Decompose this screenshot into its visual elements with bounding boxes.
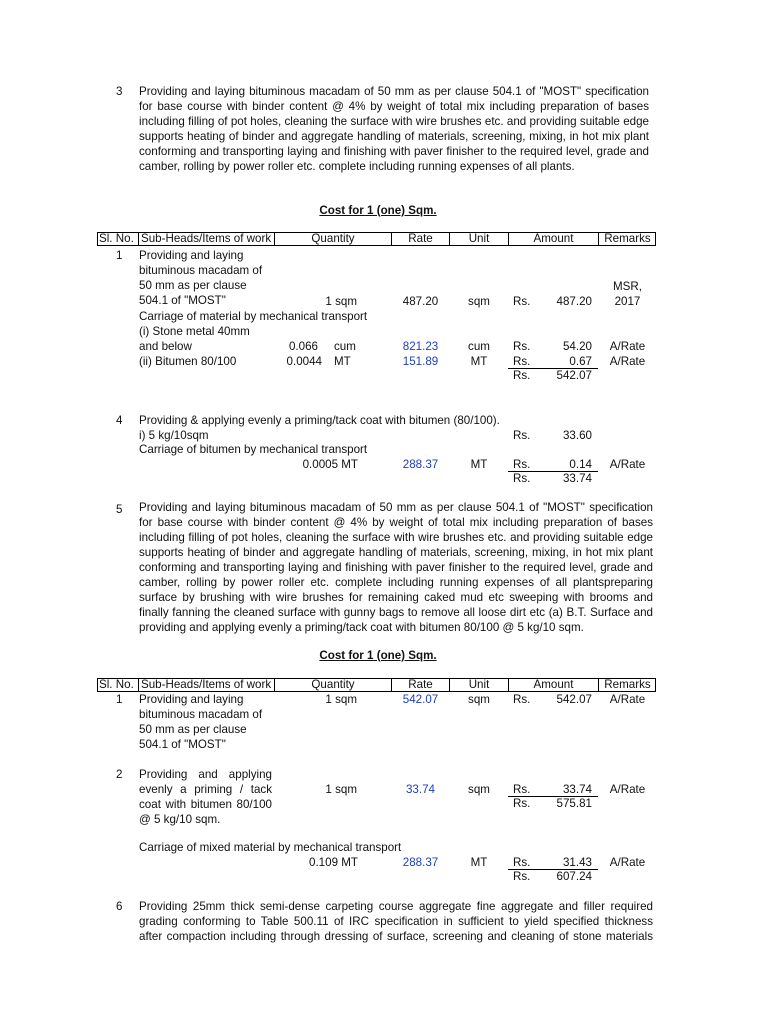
row-rs: Rs. bbox=[513, 295, 531, 308]
text-line: 50 mm as per clause bbox=[139, 279, 247, 292]
text-line: Providing 25mm thick semi-dense carpeting course aggregate fine aggregate and filler required bbox=[139, 900, 653, 913]
text-line: camber, rolling by power roller etc. complete including running expenses of all plantspreparing bbox=[139, 576, 653, 589]
text-line: for base course with binder content @ 4% by weight of total mix including preparation of bases bbox=[139, 100, 649, 113]
header-amount: Amount bbox=[533, 232, 574, 245]
item-4-sub: i) 5 kg/10sqm bbox=[139, 429, 209, 442]
item-4-remarks: A/Rate bbox=[609, 458, 646, 471]
row-rate: 487.20 bbox=[402, 295, 439, 308]
row-amount: 542.07 bbox=[556, 693, 592, 706]
text-line: conforming and transporting laying and finishing with paver finisher to the required level, grade and bbox=[139, 561, 653, 574]
item-4-total-amount: 33.74 bbox=[562, 472, 592, 485]
total-rs: Rs. bbox=[513, 369, 531, 382]
row-quantity: 1 sqm bbox=[325, 295, 357, 308]
item-4-total-rs: Rs. bbox=[513, 472, 531, 485]
stone-amount: 54.20 bbox=[562, 340, 592, 353]
stone-quantity-unit: cum bbox=[334, 340, 356, 353]
subtotal-amount: 575.81 bbox=[556, 797, 592, 810]
stone-unit: cum bbox=[468, 340, 490, 353]
header-remarks: Remarks bbox=[604, 678, 651, 691]
stone-quantity: 0.066 bbox=[288, 340, 318, 353]
row-number: 1 bbox=[116, 693, 123, 706]
row-description bbox=[139, 248, 262, 308]
item-number: 4 bbox=[116, 414, 123, 427]
text-line: bituminous macadam of bbox=[139, 708, 263, 721]
header-sub-heads: Sub-Heads/Items of work bbox=[141, 678, 272, 691]
text-line: evenly a priming / tack bbox=[139, 783, 272, 796]
item-6-description bbox=[139, 899, 653, 944]
row-remarks: A/Rate bbox=[609, 783, 646, 796]
column-divider bbox=[138, 678, 139, 692]
bitumen-quantity: 0.0044 bbox=[286, 355, 322, 368]
row-rate: 33.74 bbox=[405, 783, 435, 796]
stone-rate: 821.23 bbox=[402, 340, 439, 353]
bitumen-description: (ii) Bitumen 80/100 bbox=[139, 355, 237, 368]
row-description bbox=[139, 692, 262, 752]
text-line: supports heating of binder and aggregate handling of materials, screening, mixing, in hot mix plant bbox=[139, 130, 649, 143]
header-rate: Rate bbox=[408, 678, 433, 691]
text-line: including filling of pot holes, cleaning the surface with wire brushes etc. and providing suitable edge bbox=[139, 115, 649, 128]
text-line: Providing and laying bituminous macadam of 50 mm as per clause 504.1 of "MOST" specification bbox=[139, 501, 653, 514]
total-rs: Rs. bbox=[513, 870, 531, 883]
text-line: and below bbox=[139, 340, 192, 353]
carriage-quantity: 0.109 MT bbox=[309, 856, 358, 869]
item-number: 5 bbox=[116, 503, 123, 516]
item-number: 6 bbox=[116, 900, 123, 913]
stone-rs: Rs. bbox=[513, 340, 531, 353]
carriage-rs: Rs. bbox=[513, 856, 531, 869]
text-line: camber, rolling by power roller etc. complete including running expenses of all plants. bbox=[139, 160, 575, 173]
header-sub-heads: Sub-Heads/Items of work bbox=[141, 232, 272, 245]
text-line: Providing and laying bbox=[139, 249, 244, 262]
row-unit: sqm bbox=[468, 693, 490, 706]
row-remarks: A/Rate bbox=[609, 693, 646, 706]
item-4-sub-rs: Rs. bbox=[513, 429, 531, 442]
text-line: for base course with binder content @ 4% by weight of total mix including preparation of bases bbox=[139, 516, 653, 529]
item-4-sub-amount: 33.60 bbox=[562, 429, 592, 442]
text-line: including filling of pot holes, cleaning the surface with wire brushes etc. and providing suitable edge bbox=[139, 531, 653, 544]
item-number: 3 bbox=[116, 85, 123, 98]
item-4-description: Providing & applying evenly a priming/tack coat with bitumen (80/100). bbox=[139, 414, 500, 427]
total-amount: 607.24 bbox=[556, 870, 592, 883]
carriage-label: Carriage of mixed material by mechanical transport bbox=[139, 841, 402, 854]
text-line: after compaction including through dressing of surface, screening and cleaning of stone materials bbox=[139, 930, 653, 943]
header-rate: Rate bbox=[408, 232, 433, 245]
text-line: MSR, bbox=[613, 280, 642, 293]
carriage-label: Carriage of material by mechanical transport bbox=[139, 310, 368, 323]
text-line: 504.1 of "MOST" bbox=[139, 294, 226, 307]
header-amount: Amount bbox=[533, 678, 574, 691]
bitumen-amount: 0.67 bbox=[569, 355, 592, 368]
header-remarks: Remarks bbox=[604, 232, 651, 245]
item-4-quantity: 0.0005 MT bbox=[302, 458, 358, 471]
text-line: (i) Stone metal 40mm bbox=[139, 325, 250, 338]
row-description bbox=[139, 767, 272, 827]
subtotal-rs: Rs. bbox=[513, 797, 531, 810]
row-number: 1 bbox=[116, 249, 123, 262]
text-line: finally fanning the cleaned surface with gunny bags to remove all loose dirt etc (a) B.T. Surface and bbox=[139, 606, 653, 619]
item-4-rs: Rs. bbox=[513, 458, 531, 471]
carriage-unit: MT bbox=[470, 856, 488, 869]
row-number: 2 bbox=[116, 768, 123, 781]
row-unit: sqm bbox=[468, 295, 490, 308]
text-line: @ 5 kg/10 sqm. bbox=[139, 813, 221, 826]
carriage-rate: 288.37 bbox=[402, 856, 439, 869]
header-unit: Unit bbox=[468, 678, 490, 691]
text-line: surface by brushing with wire brushes for remaining caked mud etc sweeping with brooms and bbox=[139, 591, 653, 604]
bitumen-rate: 151.89 bbox=[402, 355, 439, 368]
row-rate: 542.07 bbox=[402, 693, 439, 706]
text-line: 2017 bbox=[614, 295, 641, 308]
bitumen-remarks: A/Rate bbox=[609, 355, 646, 368]
text-line: coat with bitumen 80/100 bbox=[139, 798, 272, 811]
text-line: providing and applying evenly a priming/tack coat with bitumen 80/100 @ 5 kg/10 sqm. bbox=[139, 621, 584, 634]
item-4-rate: 288.37 bbox=[402, 458, 439, 471]
carriage-amount: 31.43 bbox=[562, 856, 592, 869]
row-rs: Rs. bbox=[513, 783, 531, 796]
row-remarks bbox=[599, 279, 656, 309]
item-4-amount: 0.14 bbox=[569, 458, 592, 471]
stone-remarks: A/Rate bbox=[609, 340, 646, 353]
cost-heading: Cost for 1 (one) Sqm. bbox=[319, 649, 437, 662]
text-line: 50 mm as per clause bbox=[139, 723, 247, 736]
text-line: 504.1 of "MOST" bbox=[139, 738, 226, 751]
stone-description bbox=[139, 324, 250, 354]
bitumen-unit: MT bbox=[470, 355, 488, 368]
text-line: Providing and laying bbox=[139, 693, 244, 706]
column-divider bbox=[138, 232, 139, 246]
total-amount: 542.07 bbox=[556, 369, 592, 382]
text-line: Providing and applying bbox=[139, 768, 272, 781]
cost-heading: Cost for 1 (one) Sqm. bbox=[319, 204, 437, 217]
row-unit: sqm bbox=[468, 783, 490, 796]
header-sl-no: Sl. No. bbox=[99, 232, 134, 245]
row-quantity: 1 sqm bbox=[325, 783, 357, 796]
row-amount: 33.74 bbox=[562, 783, 592, 796]
item-3-description bbox=[139, 84, 649, 174]
text-line: conforming and transporting laying and finishing with paver finisher to the required level, grade and bbox=[139, 145, 649, 158]
row-rs: Rs. bbox=[513, 693, 531, 706]
text-line: grading conforming to Table 500.11 of IRC specification in sufficient to yield specified thickness bbox=[139, 915, 653, 928]
item-5-description bbox=[139, 500, 653, 635]
bitumen-quantity-unit: MT bbox=[334, 355, 351, 368]
item-4-unit: MT bbox=[470, 458, 488, 471]
text-line: Providing and laying bituminous macadam of 50 mm as per clause 504.1 of "MOST" specification bbox=[139, 85, 649, 98]
header-unit: Unit bbox=[468, 232, 490, 245]
header-sl-no: Sl. No. bbox=[99, 678, 134, 691]
carriage-remarks: A/Rate bbox=[609, 856, 646, 869]
row-amount: 487.20 bbox=[556, 295, 592, 308]
bitumen-rs: Rs. bbox=[513, 355, 531, 368]
text-line: supports heating of binder and aggregate handling of materials, screening, mixing, in hot mix plant bbox=[139, 546, 653, 559]
text-line: bituminous macadam of bbox=[139, 264, 263, 277]
row-quantity: 1 sqm bbox=[325, 693, 357, 706]
item-4-carriage: Carriage of bitumen by mechanical transport bbox=[139, 443, 368, 456]
header-quantity: Quantity bbox=[311, 678, 355, 691]
header-quantity: Quantity bbox=[311, 232, 355, 245]
